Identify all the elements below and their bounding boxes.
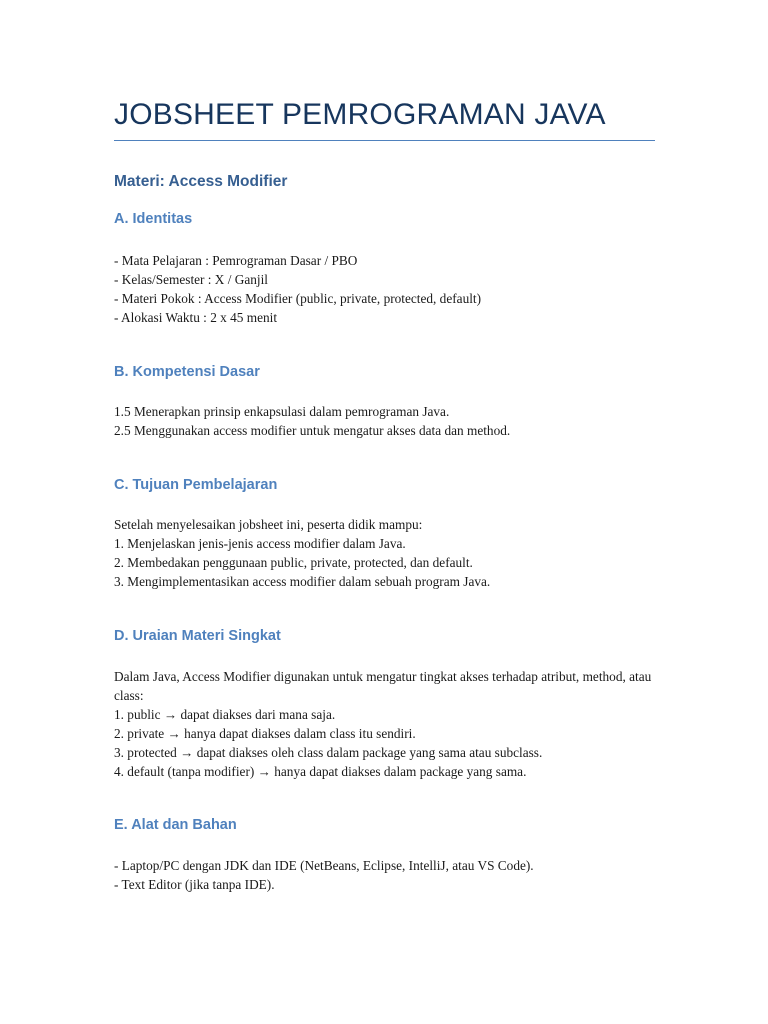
section-c-line: Setelah menyelesaikan jobsheet ini, peserta didik mampu: xyxy=(114,517,423,532)
section-c-body xyxy=(114,515,659,591)
section-a-body xyxy=(114,251,659,327)
section-d-intro: Dalam Java, Access Modifier digunakan untuk mengatur tingkat akses terhadap atribut, method, atau class: xyxy=(114,669,652,703)
section-b-heading: B. Kompetensi Dasar xyxy=(114,364,260,380)
section-d-line: 4. default (tanpa modifier) → hanya dapat diakses dalam package yang sama. xyxy=(114,764,527,779)
section-a-line: - Materi Pokok : Access Modifier (public, private, protected, default) xyxy=(114,291,482,306)
section-b-line: 1.5 Menerapkan prinsip enkapsulasi dalam pemrograman Java. xyxy=(114,404,450,419)
section-e-line: - Text Editor (jika tanpa IDE). xyxy=(114,877,275,892)
section-e-body xyxy=(114,856,659,894)
section-d-line: 3. protected → dapat diakses oleh class dalam package yang sama atau subclass. xyxy=(114,745,543,760)
section-d-body xyxy=(114,667,659,781)
section-a-heading: A. Identitas xyxy=(114,211,193,227)
section-c-line: 1. Menjelaskan jenis-jenis access modifier dalam Java. xyxy=(114,536,406,551)
section-b-line: 2.5 Menggunakan access modifier untuk mengatur akses data dan method. xyxy=(114,423,511,438)
page-title: JOBSHEET PEMROGRAMAN JAVA xyxy=(114,98,606,131)
section-d-heading: D. Uraian Materi Singkat xyxy=(114,628,281,644)
section-a-line: - Mata Pelajaran : Pemrograman Dasar / PBO xyxy=(114,253,358,268)
section-a-line: - Kelas/Semester : X / Ganjil xyxy=(114,272,268,287)
section-a-line: - Alokasi Waktu : 2 x 45 menit xyxy=(114,310,278,325)
section-c-heading: C. Tujuan Pembelajaran xyxy=(114,477,278,493)
section-c-line: 3. Mengimplementasikan access modifier dalam sebuah program Java. xyxy=(114,574,491,589)
section-b-body xyxy=(114,402,659,440)
section-e-line: - Laptop/PC dengan JDK dan IDE (NetBeans, Eclipse, IntelliJ, atau VS Code). xyxy=(114,858,534,873)
section-e-heading: E. Alat dan Bahan xyxy=(114,817,237,833)
section-d-line: 1. public → dapat diakses dari mana saja. xyxy=(114,707,336,722)
page-subtitle: Materi: Access Modifier xyxy=(114,173,288,190)
title-divider xyxy=(114,140,655,141)
section-d-line: 2. private → hanya dapat diakses dalam class itu sendiri. xyxy=(114,726,416,741)
section-c-line: 2. Membedakan penggunaan public, private, protected, dan default. xyxy=(114,555,473,570)
